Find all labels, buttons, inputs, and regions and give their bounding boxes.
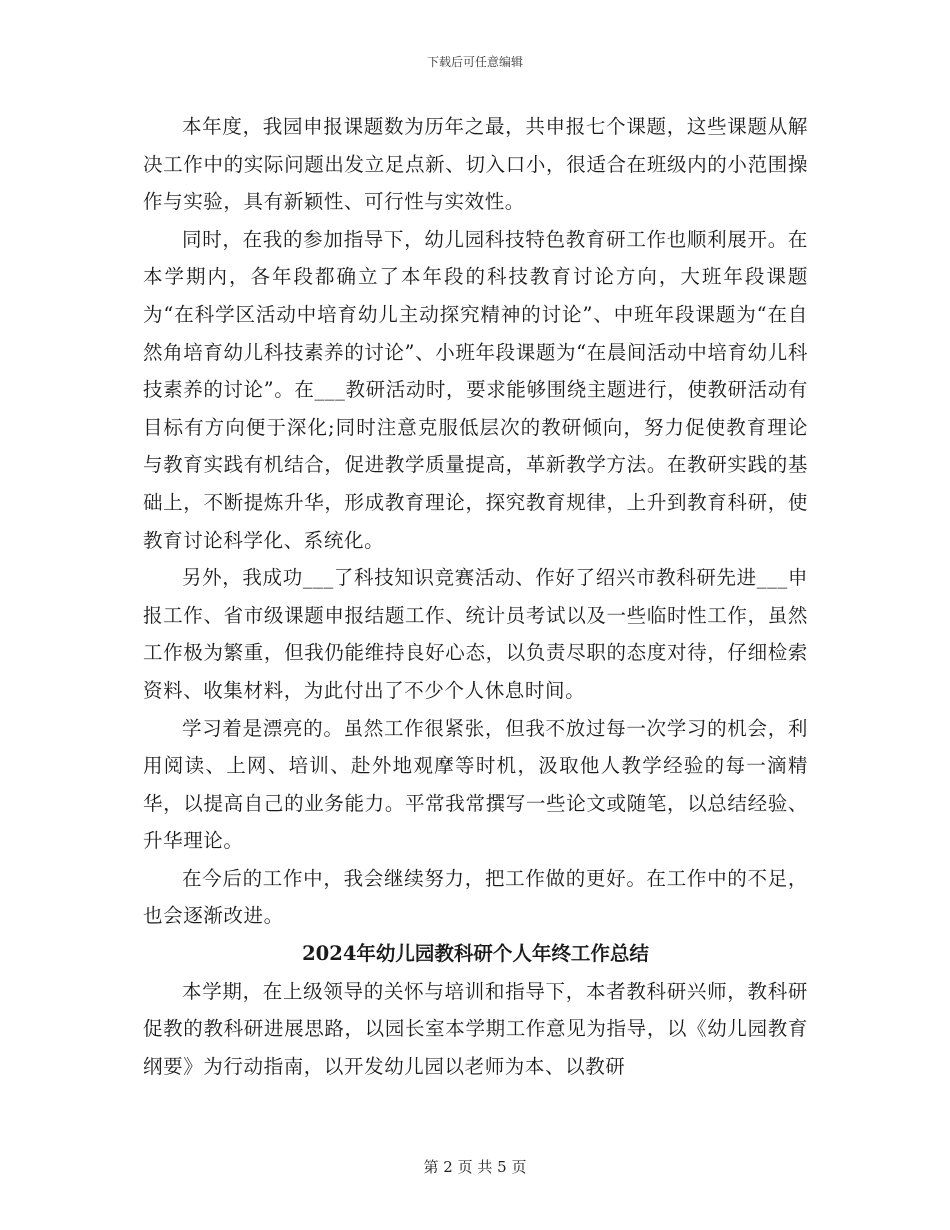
paragraph: 另外，我成功___了科技知识竞赛活动、作好了绍兴市教科研先进___申报工作、省市级课题申报结题工作、统计员考试以及一些临时性工作，虽然工作极为繁重，但我仍能维持良好心态，以负责尽职的态度对待，仔细检索资料、收集材料，为此付出了不少个人休息时间。 xyxy=(143,566,808,702)
paragraph: 学习着是漂亮的。虽然工作很紧张，但我不放过每一次学习的机会，利用阅读、上网、培训、赴外地观摩等时机，汲取他人教学经验的每一滴精华，以提高自己的业务能力。平常我常撰写一些论文或随笔，以总结经验、升华理论。 xyxy=(143,716,808,853)
paragraph: 本学期，在上级领导的关怀与培训和指导下，本者教科研兴师，教科研促教的教科研进展思路，以园长室本学期工作意见为指导，以《幼儿园教育纲要》为行动指南，以开发幼儿园以老师为本、以教研 xyxy=(143,979,808,1078)
document-body xyxy=(143,108,808,1085)
paragraph: 同时，在我的参加指导下，幼儿园科技特色教育研工作也顺利展开。在本学期内，各年段都确立了本年段的科技教育讨论方向，大班年段课题为“在科学区活动中培育幼儿主动探究精神的讨论”、中班年段课题为“在自然角培育幼儿科技素养的讨论”、小班年段课题为“在晨间活动中培育幼儿科技素养的讨论”。在___教研活动时，要求能够围绕主题进行，使教研活动有目标有方向便于深化;同时注意克服低层次的教研倾向，努力促使教育理论与教育实践有机结合，促进教学质量提高，革新教学方法。在教研实践的基础上，不断提炼升华，形成教育理论，探究教育规律，上升到教育科研，使教育讨论科学化、系统化。 xyxy=(143,227,808,552)
paragraph: 本年度，我园申报课题数为历年之最，共申报七个课题，这些课题从解决工作中的实际问题出发立足点新、切入口小，很适合在班级内的小范围操作与实验，具有新颖性、可行性与实效性。 xyxy=(143,115,808,214)
header-note: 下载后可任意编辑 xyxy=(426,55,523,69)
section-title: 2024年幼儿园教科研个人年终工作总结 xyxy=(302,942,649,966)
page-number: 第 2 页 共 5 页 xyxy=(423,1158,527,1176)
paragraph: 在今后的工作中，我会继续努力，把工作做的更好。在工作中的不足，也会逐渐改进。 xyxy=(143,866,808,928)
